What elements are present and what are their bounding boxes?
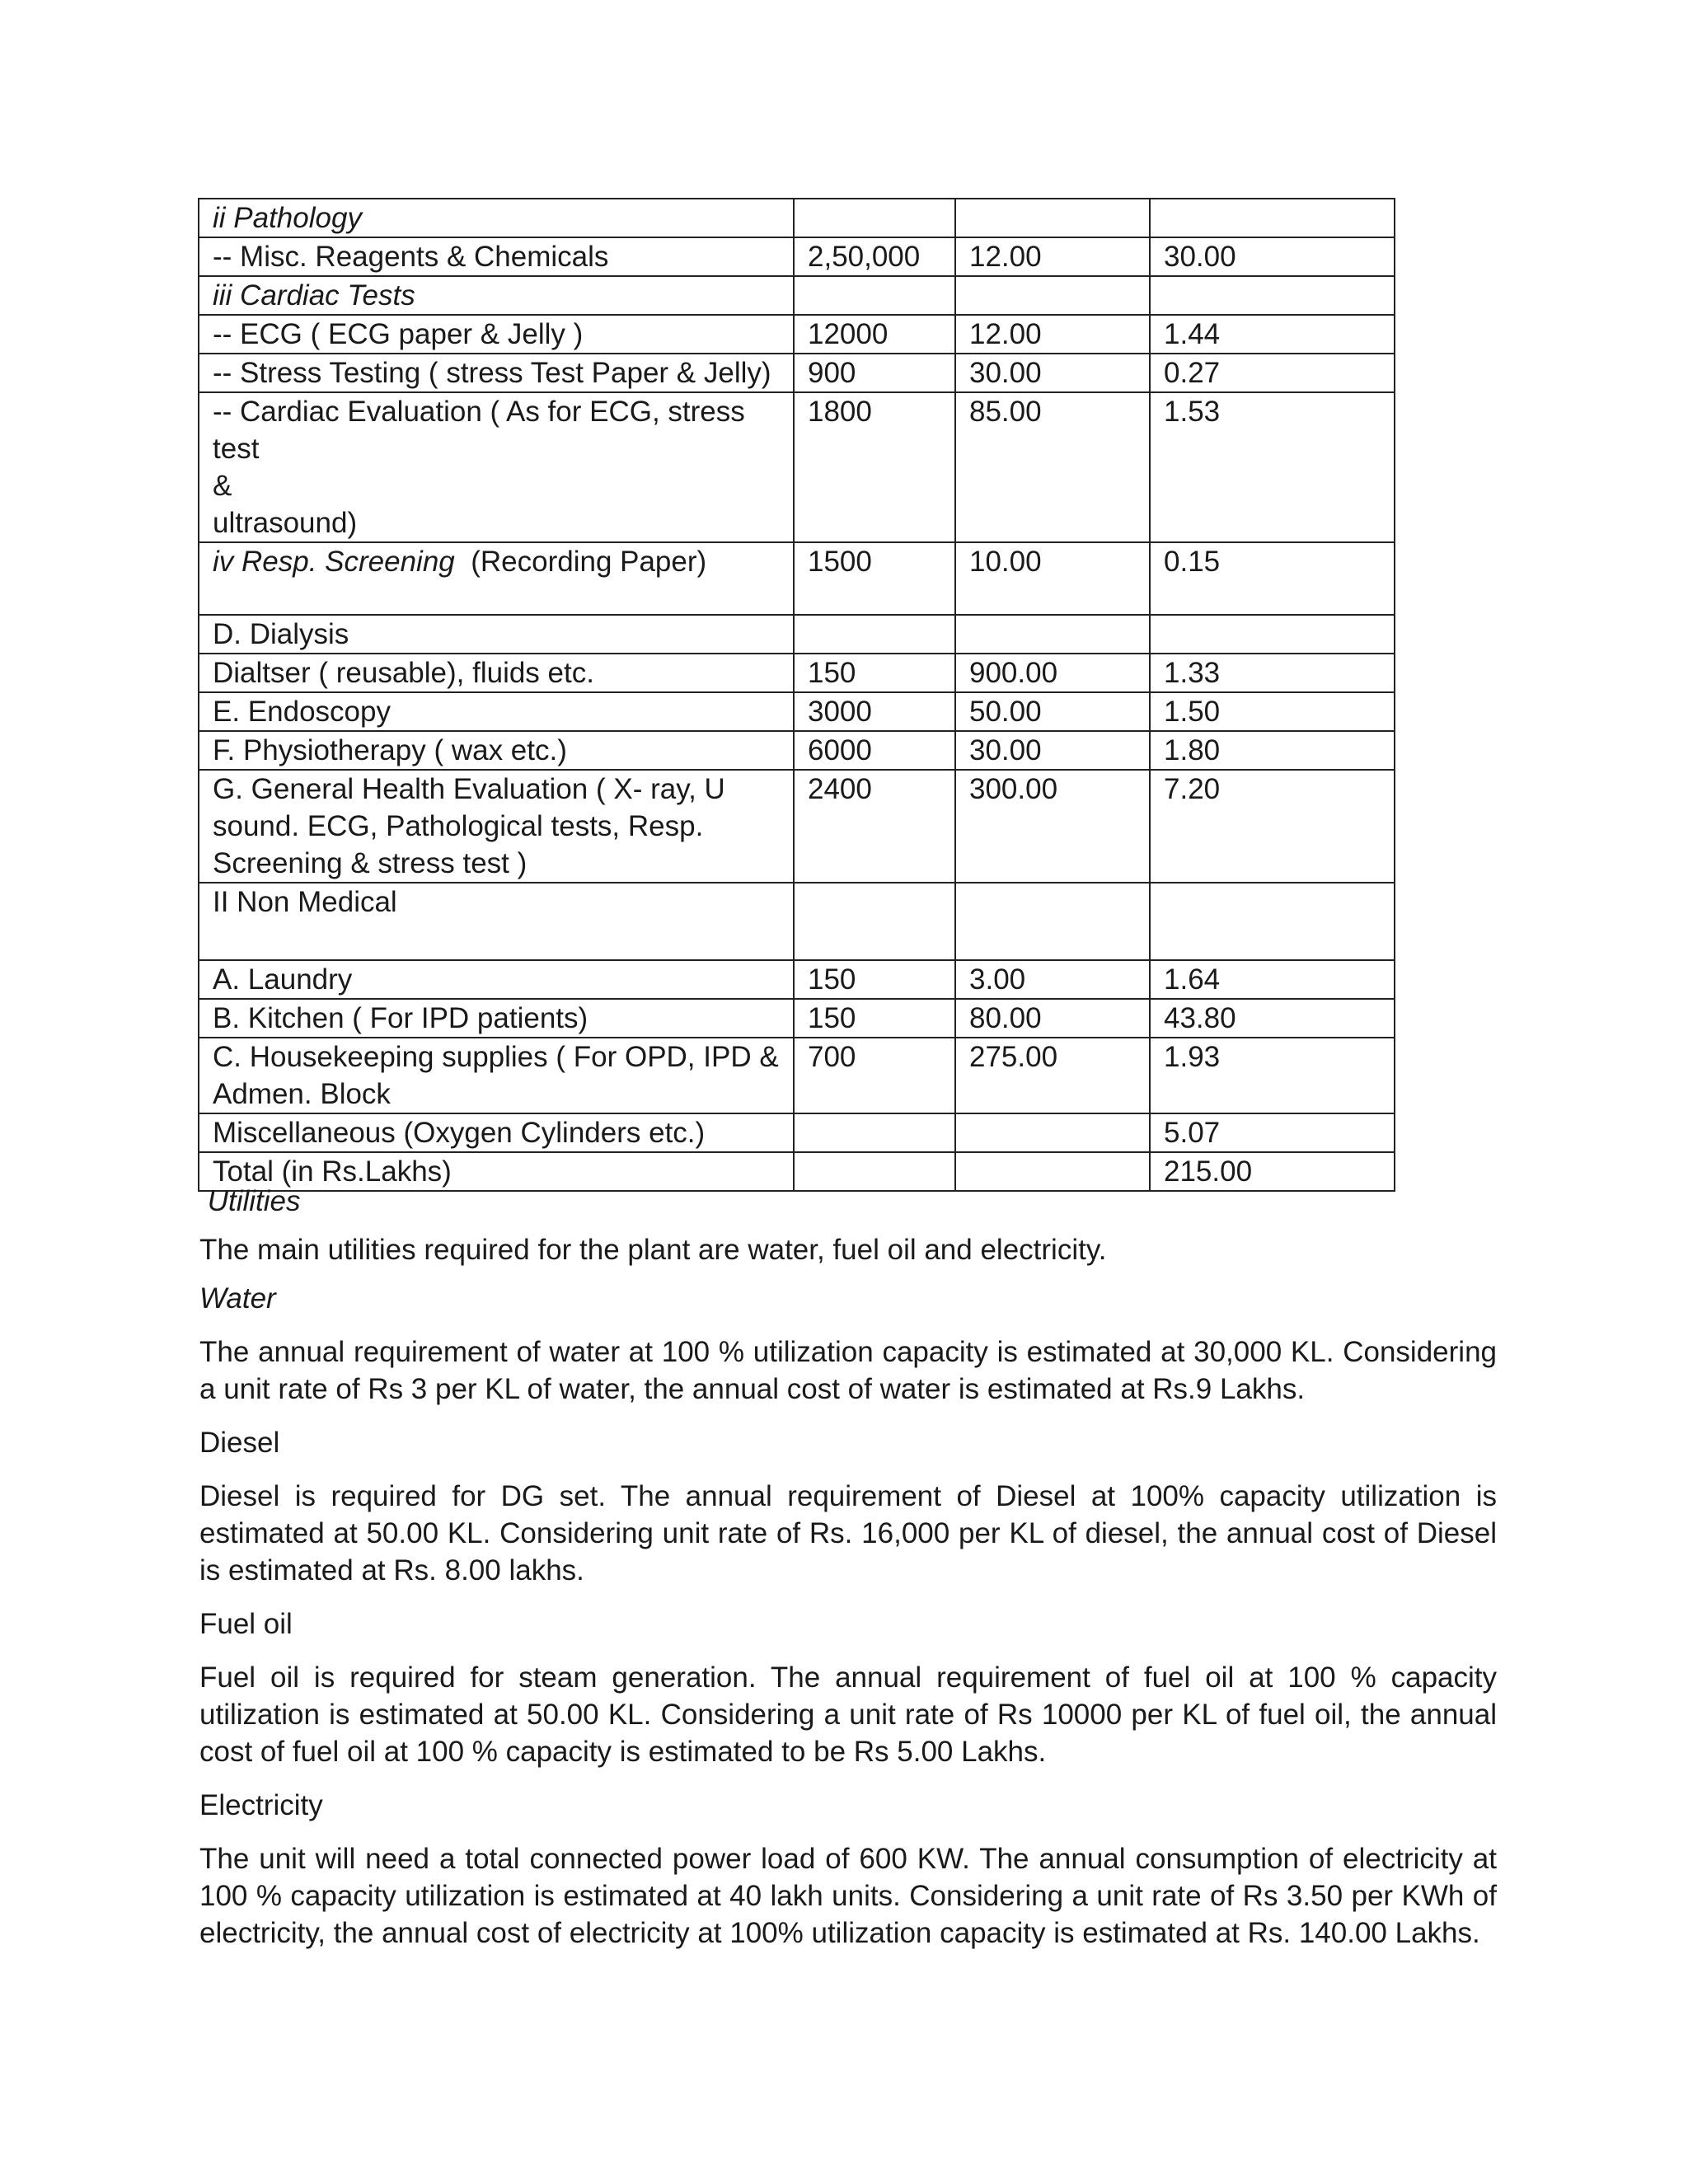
rate-cell: 85.00 (955, 392, 1150, 542)
item-label: iii Cardiac Tests (213, 279, 415, 312)
quantity-cell: 2400 (794, 770, 955, 883)
table-row (199, 883, 1395, 960)
item-cell (199, 1113, 794, 1152)
item-cell (199, 883, 794, 960)
item-cell (199, 315, 794, 354)
item-label: F. Physiotherapy ( wax etc.) (213, 734, 567, 766)
amount-cell: 1.33 (1150, 654, 1395, 692)
quantity-cell: 1500 (794, 542, 955, 615)
item-label: (Recording Paper) (454, 546, 707, 578)
quantity-cell: 6000 (794, 731, 955, 770)
quantity-cell: 900 (794, 354, 955, 392)
rate-cell: 30.00 (955, 354, 1150, 392)
table-row (199, 315, 1395, 354)
table-row (199, 1038, 1395, 1113)
rate-cell: 30.00 (955, 731, 1150, 770)
paragraph: Fuel oil is required for steam generation. The annual requirement of fuel oil at 100 % capacity utilization is estimated at 50.00 KL. Considering a unit rate of Rs 10000 per KL of fuel oil, the annual cost of fuel oil at 100 % capacity is estimated to be Rs 5.00 Lakhs. (199, 1661, 1497, 1768)
item-cell (199, 692, 794, 731)
item-cell (199, 615, 794, 654)
rate-cell: 3.00 (955, 960, 1150, 999)
item-cell (199, 392, 794, 542)
rate-cell: 900.00 (955, 654, 1150, 692)
amount-cell: 30.00 (1150, 237, 1395, 276)
item-label: Miscellaneous (Oxygen Cylinders etc.) (213, 1117, 706, 1149)
amount-cell: 1.50 (1150, 692, 1395, 731)
rate-cell: 12.00 (955, 315, 1150, 354)
rate-cell: 10.00 (955, 542, 1150, 615)
amount-cell (1150, 615, 1395, 654)
rate-cell (955, 615, 1150, 654)
quantity-cell: 1800 (794, 392, 955, 542)
quantity-cell: 150 (794, 654, 955, 692)
item-cell (199, 731, 794, 770)
section-heading: Diesel (199, 1427, 280, 1459)
rate-cell: 80.00 (955, 999, 1150, 1038)
table-row (199, 392, 1395, 542)
rate-cell (955, 1113, 1150, 1152)
amount-cell: 1.44 (1150, 315, 1395, 354)
amount-cell: 0.15 (1150, 542, 1395, 615)
table-row (199, 654, 1395, 692)
item-label: E. Endoscopy (213, 696, 391, 728)
item-cell (199, 237, 794, 276)
item-label: -- Misc. Reagents & Chemicals (213, 241, 609, 273)
table-row (199, 960, 1395, 999)
table-row (199, 276, 1395, 315)
table-row (199, 999, 1395, 1038)
item-label: C. Housekeeping supplies ( For OPD, IPD & Admen. Block (213, 1041, 779, 1110)
paragraph: The unit will need a total connected power load of 600 KW. The annual consumption of electricity at 100 % capacity utilization is estimated at 40 lakh units. Considering a unit rate of Rs 3.50 per KWh of electricity, the annual cost of electricity at 100% utilization capacity is estimated at Rs. 140.00 Lakhs. (199, 1843, 1497, 1949)
quantity-cell (794, 199, 955, 237)
paragraph: The annual requirement of water at 100 % utilization capacity is estimated at 30,000 KL. Considering a unit rate of Rs 3 per KL of water, the annual cost of water is estimated at Rs.9 Lakhs. (199, 1336, 1497, 1405)
item-label: G. General Health Evaluation ( X- ray, U sound. ECG, Pathological tests, Resp. Screening & stress test ) (213, 773, 725, 879)
cost-table (198, 198, 1395, 1192)
table-row (199, 692, 1395, 731)
table-row (199, 542, 1395, 615)
item-cell (199, 770, 794, 883)
quantity-cell (794, 1113, 955, 1152)
item-label: -- Cardiac Evaluation ( As for ECG, stress test & ultrasound) (213, 396, 745, 539)
quantity-cell: 150 (794, 999, 955, 1038)
rate-cell (955, 199, 1150, 237)
amount-cell: 0.27 (1150, 354, 1395, 392)
quantity-cell (794, 883, 955, 960)
amount-cell: 1.93 (1150, 1038, 1395, 1113)
amount-cell: 1.53 (1150, 392, 1395, 542)
item-label: A. Laundry (213, 963, 353, 996)
rate-cell: 50.00 (955, 692, 1150, 731)
item-label: Dialtser ( reusable), fluids etc. (213, 657, 594, 689)
table-row (199, 1113, 1395, 1152)
item-cell (199, 654, 794, 692)
table-row (199, 237, 1395, 276)
quantity-cell (794, 276, 955, 315)
section-heading: Water (199, 1282, 276, 1315)
item-label: Total (in Rs.Lakhs) (213, 1155, 452, 1188)
item-cell (199, 199, 794, 237)
rate-cell (955, 883, 1150, 960)
rate-cell: 12.00 (955, 237, 1150, 276)
item-cell (199, 276, 794, 315)
item-label: II Non Medical (213, 886, 397, 918)
quantity-cell (794, 615, 955, 654)
amount-cell: 5.07 (1150, 1113, 1395, 1152)
paragraph: Diesel is required for DG set. The annual requirement of Diesel at 100% capacity utilization is estimated at 50.00 KL. Considering unit rate of Rs. 16,000 per KL of diesel, the annual cost of Diesel is estimated at Rs. 8.00 lakhs. (199, 1480, 1497, 1586)
table-row (199, 354, 1395, 392)
amount-cell: 1.80 (1150, 731, 1395, 770)
amount-cell: 215.00 (1150, 1152, 1395, 1191)
table-row (199, 731, 1395, 770)
item-label-italic: iv Resp. Screening (213, 546, 455, 578)
quantity-cell: 3000 (794, 692, 955, 731)
item-cell (199, 1038, 794, 1113)
item-label: ii Pathology (213, 202, 362, 234)
paragraph: The main utilities required for the plant are water, fuel oil and electricity. (199, 1234, 1107, 1266)
section-heading: Utilities (199, 1185, 301, 1217)
quantity-cell: 150 (794, 960, 955, 999)
rate-cell: 300.00 (955, 770, 1150, 883)
cost-table-body (199, 199, 1395, 1191)
table-row (199, 615, 1395, 654)
amount-cell: 7.20 (1150, 770, 1395, 883)
quantity-cell: 700 (794, 1038, 955, 1113)
section-heading: Fuel oil (199, 1608, 293, 1640)
amount-cell: 43.80 (1150, 999, 1395, 1038)
rate-cell: 275.00 (955, 1038, 1150, 1113)
amount-cell (1150, 276, 1395, 315)
section-heading: Electricity (199, 1789, 323, 1821)
amount-cell (1150, 883, 1395, 960)
table-row (199, 199, 1395, 237)
quantity-cell: 12000 (794, 315, 955, 354)
amount-cell (1150, 199, 1395, 237)
item-cell (199, 542, 794, 615)
item-cell (199, 999, 794, 1038)
item-label: B. Kitchen ( For IPD patients) (213, 1002, 588, 1034)
utilities-section (199, 1183, 1497, 1952)
item-label: -- ECG ( ECG paper & Jelly ) (213, 318, 584, 350)
quantity-cell: 2,50,000 (794, 237, 955, 276)
item-label: -- Stress Testing ( stress Test Paper & Jelly) (213, 357, 771, 389)
amount-cell: 1.64 (1150, 960, 1395, 999)
rate-cell (955, 276, 1150, 315)
item-cell (199, 960, 794, 999)
item-label: D. Dialysis (213, 618, 349, 650)
table-row (199, 770, 1395, 883)
item-cell (199, 354, 794, 392)
